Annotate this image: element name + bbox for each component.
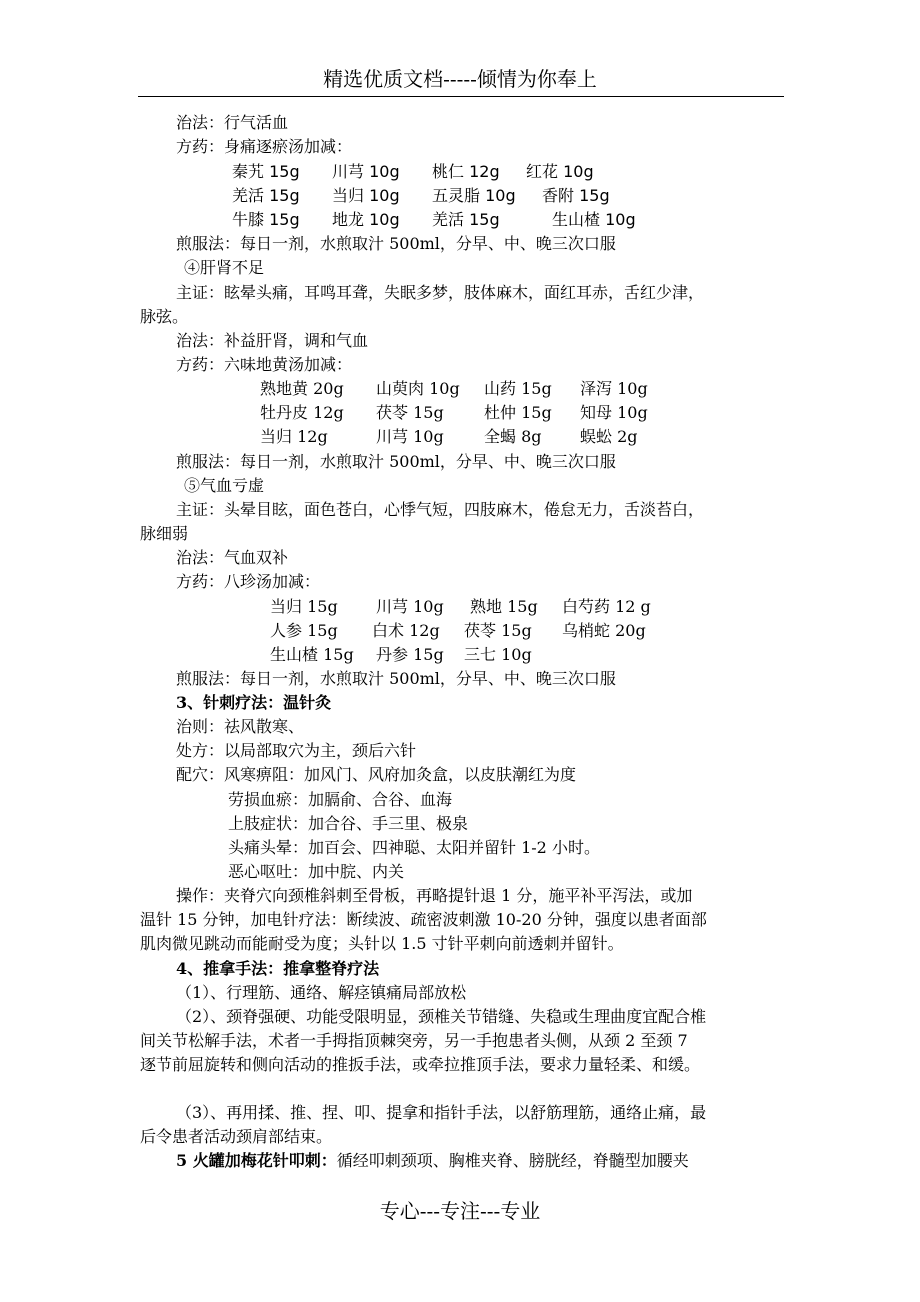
- herb-item: 生山楂 10g: [552, 210, 636, 229]
- paragraph: （3）、再用揉、推、捏、叩、提拿和指针手法，以舒筋理筋，通络止痛，最: [176, 1103, 707, 1122]
- symptoms-cont: 脉细弱: [140, 524, 189, 543]
- herb-item: 川芎 10g: [332, 162, 400, 181]
- decoction-method: 煎服法：每日一剂，水煎取汁 500ml，分早、中、晚三次口服: [176, 669, 616, 688]
- operation-text: 温针 15 分钟，加电针疗法：断续波、疏密波刺激 10-20 分钟，强度以患者面部: [140, 910, 707, 929]
- paragraph: 间关节松解手法，术者一手拇指顶棘突旁，另一手抱患者头侧，从颈 2 至颈 7: [140, 1031, 688, 1050]
- herb-item: 人参 15g: [270, 621, 338, 640]
- herb-item: 香附 15g: [542, 186, 610, 205]
- herb-item: 熟地黄 20g: [260, 379, 344, 398]
- operation-text: 肌肉微见跳动而能耐受为度；头针以 1.5 寸针平刺向前透刺并留针。: [140, 934, 624, 953]
- matching-point-item: 头痛头晕：加百会、四神聪、太阳并留针 1-2 小时。: [228, 838, 600, 857]
- treatment-method: 治法：补益肝肾，调和气血: [176, 331, 369, 350]
- herb-row: [260, 403, 680, 423]
- herb-row: [260, 379, 680, 399]
- herb-item: 全蝎 8g: [484, 427, 542, 446]
- header-divider: [138, 96, 784, 97]
- herb-item: 川芎 10g: [376, 427, 444, 446]
- herb-item: 熟地 15g: [470, 597, 538, 616]
- herb-row: [270, 621, 690, 641]
- herb-row: [270, 597, 690, 617]
- herb-item: 五灵脂 10g: [432, 186, 516, 205]
- herb-row: [260, 427, 680, 447]
- herb-row: [232, 162, 732, 182]
- herb-row: [232, 210, 732, 230]
- matching-point-item: 劳损血瘀：加膈俞、合谷、血海: [228, 790, 453, 809]
- paragraph: （2）、颈脊强硬、功能受限明显，颈椎关节错缝、失稳或生理曲度宜配合椎: [176, 1007, 707, 1026]
- herb-item: 牛膝 15g: [232, 210, 300, 229]
- page-footer: 专心---专注---专业: [379, 1199, 541, 1223]
- syndrome-title: ⑤气血亏虚: [184, 476, 265, 495]
- decoction-method: 煎服法：每日一剂，水煎取汁 500ml，分早、中、晚三次口服: [176, 452, 616, 471]
- herb-item: 白芍药 12 g: [562, 597, 651, 616]
- herb-item: 三七 10g: [464, 645, 532, 664]
- herb-item: 当归 12g: [260, 427, 328, 446]
- paragraph: （1）、行理筋、通络、解痉镇痛局部放松: [176, 983, 467, 1002]
- herb-item: 牡丹皮 12g: [260, 403, 344, 422]
- herb-item: 桃仁 12g: [432, 162, 500, 181]
- herb-item: 当归 10g: [332, 186, 400, 205]
- symptoms-cont: 脉弦。: [140, 307, 189, 326]
- herb-item: 川芎 10g: [376, 597, 444, 616]
- prescription: 方药：六味地黄汤加减：: [176, 355, 353, 374]
- herb-item: 秦艽 15g: [232, 162, 300, 181]
- paragraph: 后令患者活动颈肩部结束。: [140, 1127, 333, 1146]
- herb-item: 山萸肉 10g: [376, 379, 460, 398]
- operation-text: 操作：夹脊穴向颈椎斜刺至骨板，再略提针退 1 分，施平补平泻法，或加: [176, 886, 693, 905]
- prescription: 方药：八珍汤加减：: [176, 572, 321, 591]
- matching-points: 配穴：风寒痹阻：加风门、风府加灸盒，以皮肤潮红为度: [176, 765, 577, 784]
- herb-item: 丹参 15g: [376, 645, 444, 664]
- paragraph-last: [176, 1151, 689, 1171]
- herb-item: 羌活 15g: [432, 210, 500, 229]
- herb-row: [270, 645, 690, 665]
- cupping-heading: 5 火罐加梅花针叩刺：: [176, 1151, 337, 1170]
- symptoms: 主证：眩晕头痛，耳鸣耳聋，失眠多梦，肢体麻木，面红耳赤，舌红少津，: [176, 283, 705, 302]
- herb-item: 乌梢蛇 20g: [562, 621, 646, 640]
- decoction-method: 煎服法：每日一剂，水煎取汁 500ml，分早、中、晚三次口服: [176, 234, 616, 253]
- matching-point-item: 恶心呕吐：加中脘、内关: [228, 862, 405, 881]
- prescription: 方药：身痛逐瘀汤加减：: [176, 137, 353, 156]
- section-heading: 3、针刺疗法：温针灸: [176, 693, 332, 712]
- acupoint-prescription: 处方：以局部取穴为主，颈后六针: [176, 741, 417, 760]
- paragraph: 逐节前屈旋转和侧向活动的推扳手法，或牵拉推顶手法，要求力量轻柔、和缓。: [140, 1055, 701, 1074]
- herb-item: 泽泻 10g: [580, 379, 648, 398]
- herb-item: 茯苓 15g: [464, 621, 532, 640]
- herb-item: 生山楂 15g: [270, 645, 354, 664]
- herb-item: 知母 10g: [580, 403, 648, 422]
- herb-item: 羌活 15g: [232, 186, 300, 205]
- page-header: 精选优质文档-----倾情为你奉上: [323, 67, 597, 91]
- herb-item: 茯苓 15g: [376, 403, 444, 422]
- herb-item: 白术 12g: [372, 621, 440, 640]
- section-heading: 4、推拿手法：推拿整脊疗法: [176, 959, 380, 978]
- symptoms: 主证：头晕目眩，面色苍白，心悸气短，四肢麻木，倦怠无力，舌淡苔白，: [176, 500, 705, 519]
- herb-item: 杜仲 15g: [484, 403, 552, 422]
- matching-point-item: 上肢症状：加合谷、手三里、极泉: [228, 814, 469, 833]
- herb-item: 地龙 10g: [332, 210, 400, 229]
- treatment-method: 治法：行气活血: [176, 113, 289, 132]
- cupping-text: 循经叩刺颈项、胸椎夹脊、膀胱经，脊髓型加腰夹: [336, 1151, 689, 1170]
- treatment-method: 治法：气血双补: [176, 548, 289, 567]
- herb-item: 山药 15g: [484, 379, 552, 398]
- herb-row: [232, 186, 732, 206]
- herb-item: 红花 10g: [526, 162, 594, 181]
- herb-item: 蜈蚣 2g: [580, 427, 638, 446]
- herb-item: 当归 15g: [270, 597, 338, 616]
- treatment-principle: 治则：祛风散寒、: [176, 717, 305, 736]
- syndrome-title: ④肝肾不足: [184, 258, 265, 277]
